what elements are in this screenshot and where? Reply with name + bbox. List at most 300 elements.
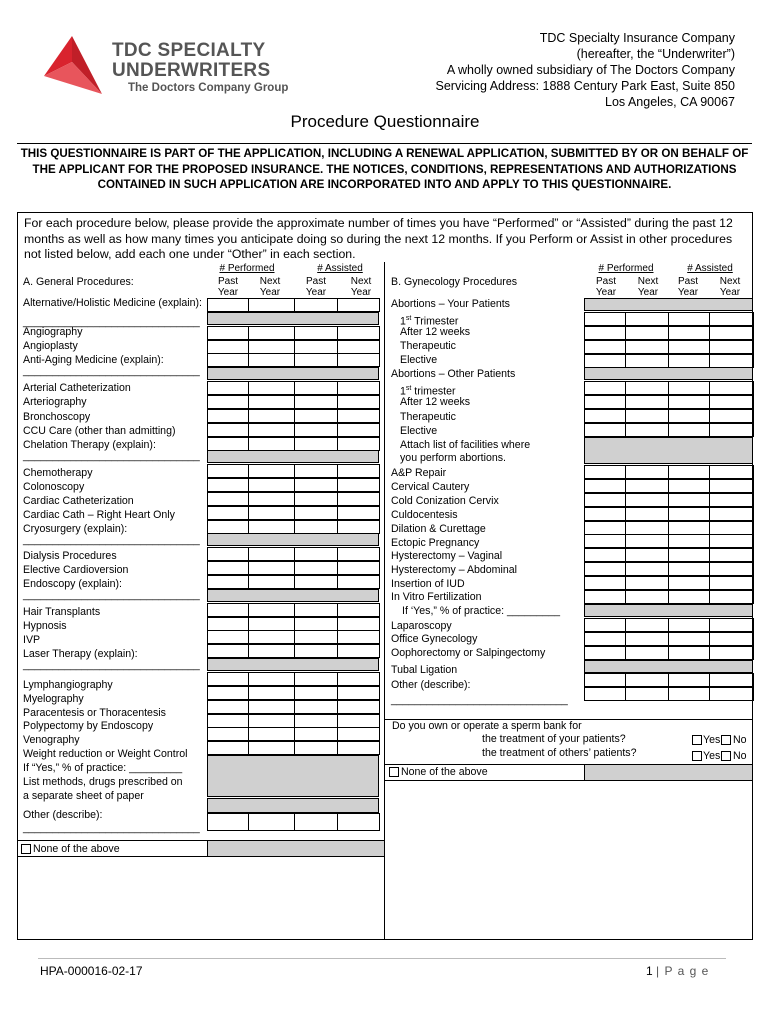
section-a-count-cell[interactable]	[207, 409, 249, 423]
section-a-count-cell[interactable]	[207, 727, 249, 741]
none-a-bottom	[17, 856, 385, 857]
sperm-a-yes-checkbox[interactable]	[692, 735, 702, 745]
section-a-count-cell[interactable]	[337, 437, 380, 451]
section-a-count-cell[interactable]	[207, 298, 249, 312]
section-a-count-cell[interactable]	[294, 741, 338, 755]
section-b-count-cell[interactable]	[625, 576, 669, 590]
section-b-count-cell[interactable]	[668, 687, 710, 701]
section-b-count-cell[interactable]	[668, 590, 710, 604]
section-a-count-cell[interactable]	[294, 464, 338, 478]
procedure-label-a: Myelography	[23, 693, 84, 705]
section-b-count-cell[interactable]	[668, 632, 710, 646]
section-a-count-cell[interactable]	[294, 326, 338, 340]
section-a-count-cell[interactable]	[337, 547, 380, 561]
section-a-count-cell[interactable]	[337, 813, 380, 831]
section-a-count-cell[interactable]	[207, 686, 249, 700]
section-b-count-cell[interactable]	[668, 673, 710, 687]
section-b-count-cell[interactable]	[709, 326, 754, 340]
section-a-count-cell[interactable]	[337, 409, 380, 423]
section-a-count-cell[interactable]	[207, 340, 249, 354]
section-b-count-cell[interactable]	[625, 562, 669, 576]
section-b-count-cell[interactable]	[668, 646, 710, 660]
section-a-shaded-row	[207, 450, 379, 463]
section-a-count-cell[interactable]	[337, 326, 380, 340]
section-a-count-cell[interactable]	[248, 813, 295, 831]
section-b-count-cell[interactable]	[668, 534, 710, 548]
section-a-count-cell[interactable]	[337, 561, 380, 575]
section-a-count-cell[interactable]	[294, 630, 338, 644]
col-past-a1: Past Year	[217, 276, 239, 298]
section-b-count-cell[interactable]	[668, 423, 710, 437]
section-b-count-cell[interactable]	[625, 548, 669, 562]
section-b-count-cell[interactable]	[709, 576, 754, 590]
procedure-label-a: CCU Care (other than admitting)	[23, 425, 176, 437]
section-a-count-cell[interactable]	[294, 395, 338, 409]
procedure-label-a: Cardiac Cath – Right Heart Only	[23, 509, 175, 521]
section-a-count-cell[interactable]	[207, 644, 249, 658]
col-past-b2: Past Year	[677, 276, 699, 298]
section-b-count-cell[interactable]	[709, 381, 754, 395]
section-a-shaded-row	[207, 658, 379, 671]
section-a-count-cell[interactable]	[337, 381, 380, 395]
section-b-count-cell[interactable]	[625, 646, 669, 660]
section-b-count-cell[interactable]	[584, 673, 626, 687]
section-b-count-cell[interactable]	[709, 479, 754, 493]
section-a-count-cell[interactable]	[294, 561, 338, 575]
section-a-count-cell[interactable]	[207, 741, 249, 755]
section-a-count-cell[interactable]	[207, 423, 249, 437]
section-a-shaded-row	[207, 589, 379, 602]
page-title: Procedure Questionnaire	[290, 112, 480, 131]
section-b-count-cell[interactable]	[625, 507, 669, 521]
procedure-label-a: Arterial Catheterization	[23, 382, 131, 394]
section-b-count-cell[interactable]	[668, 548, 710, 562]
section-b-count-cell[interactable]	[625, 687, 669, 701]
section-a-title: A. General Procedures:	[23, 276, 134, 288]
section-b-count-cell[interactable]	[668, 479, 710, 493]
company-logo	[42, 34, 120, 117]
section-a-count-cell[interactable]	[337, 575, 380, 589]
section-a-count-cell[interactable]	[337, 686, 380, 700]
section-a-count-cell[interactable]	[207, 395, 249, 409]
section-b-count-cell[interactable]	[584, 687, 626, 701]
section-b-count-cell[interactable]	[709, 493, 754, 507]
section-b-count-cell[interactable]	[625, 312, 669, 326]
section-a-count-cell[interactable]	[294, 409, 338, 423]
section-a-count-cell[interactable]	[337, 644, 380, 658]
header-block	[436, 30, 735, 110]
header-line: (hereafter, the “Underwriter”)	[576, 47, 735, 61]
section-b-count-cell[interactable]	[709, 590, 754, 604]
logo-mark-icon	[42, 34, 120, 112]
none-a-checkbox[interactable]	[21, 844, 31, 854]
section-b-count-cell[interactable]	[709, 632, 754, 646]
section-a-count-cell[interactable]	[294, 644, 338, 658]
header-line: Servicing Address: 1888 Century Park East, Suite 850	[435, 79, 735, 93]
procedure-label-a: Alternative/Holistic Medicine (explain):	[23, 297, 202, 309]
section-a-count-cell[interactable]	[207, 520, 249, 534]
section-a-count-cell[interactable]	[248, 727, 295, 741]
none-b-label: None of the above	[401, 766, 488, 778]
section-a-count-cell[interactable]	[294, 478, 338, 492]
section-b-count-cell[interactable]	[709, 465, 754, 479]
section-b-count-cell[interactable]	[709, 618, 754, 632]
procedure-label-b: ______________________________	[391, 694, 568, 706]
section-a-count-cell[interactable]	[207, 547, 249, 561]
logo-line1: TDC SPECIALTY	[112, 40, 266, 61]
section-b-count-cell[interactable]	[625, 465, 669, 479]
section-a-count-cell[interactable]	[248, 714, 295, 728]
no-label: No	[733, 734, 747, 746]
section-b-count-cell[interactable]	[668, 618, 710, 632]
section-a-count-cell[interactable]	[294, 353, 338, 367]
procedure-label-a: Venography	[23, 734, 80, 746]
section-b-count-cell[interactable]	[709, 562, 754, 576]
section-a-count-cell[interactable]	[337, 630, 380, 644]
section-b-count-cell[interactable]	[625, 590, 669, 604]
section-a-count-cell[interactable]	[337, 617, 380, 631]
section-a-count-cell[interactable]	[294, 727, 338, 741]
section-b-count-cell[interactable]	[668, 381, 710, 395]
procedure-label-a: Hair Transplants	[23, 606, 101, 618]
section-b-count-cell[interactable]	[668, 521, 710, 535]
section-b-count-cell[interactable]	[584, 423, 626, 437]
section-b-count-cell[interactable]	[625, 326, 669, 340]
section-a-count-cell[interactable]	[207, 813, 249, 831]
procedure-label-a: Chemotherapy	[23, 467, 93, 479]
section-b-count-cell[interactable]	[584, 354, 626, 368]
section-a-count-cell[interactable]	[207, 464, 249, 478]
performed-header-b: # Performed	[598, 263, 654, 274]
section-a-count-cell[interactable]	[294, 575, 338, 589]
procedure-label-a: Bronchoscopy	[23, 411, 91, 423]
sperm-question-b: the treatment of others’ patients?	[482, 747, 637, 759]
section-b-count-cell[interactable]	[584, 479, 626, 493]
logo-subtitle: The Doctors Company Group	[128, 82, 289, 94]
section-a-count-cell[interactable]	[294, 672, 338, 686]
section-b-count-cell[interactable]	[625, 423, 669, 437]
procedure-label-a: Anti-Aging Medicine (explain):	[23, 354, 164, 366]
section-a-count-cell[interactable]	[337, 340, 380, 354]
section-b-count-cell[interactable]	[709, 646, 754, 660]
procedure-label-a: ______________________________	[23, 365, 200, 377]
section-b-count-cell[interactable]	[668, 395, 710, 409]
none-b-bottom	[385, 780, 753, 781]
section-b-title: B. Gynecology Procedures	[391, 276, 518, 288]
section-b-count-cell[interactable]	[625, 618, 669, 632]
section-b-shaded-row	[584, 660, 753, 673]
procedure-label-a: Other (describe):	[23, 809, 103, 821]
procedure-label-b: Abortions – Your Patients	[391, 298, 510, 310]
section-b-count-cell[interactable]	[584, 340, 626, 354]
section-a-count-cell[interactable]	[337, 520, 380, 534]
section-a-count-cell[interactable]	[207, 575, 249, 589]
procedure-label-a: Cardiac Catheterization	[23, 495, 134, 507]
section-a-shaded-row	[207, 533, 379, 546]
section-b-count-cell[interactable]	[584, 618, 626, 632]
intro-text: For each procedure below, please provide the approximate number of times you have “Performed” or “Assisted” during the past 12 months as well as how many times you anticipate doing so during the next 12 months. If you Perform or Assist in other procedures not listed below, add each one under “Other” in each section.	[24, 216, 733, 261]
section-a-count-cell[interactable]	[294, 298, 338, 312]
section-b-count-cell[interactable]	[709, 312, 754, 326]
section-a-shaded-row	[207, 755, 379, 797]
section-a-count-cell[interactable]	[248, 478, 295, 492]
section-a-count-cell[interactable]	[337, 700, 380, 714]
procedure-label-a: ______________________________	[23, 450, 200, 462]
section-a-count-cell[interactable]	[337, 478, 380, 492]
procedure-label-a: Cryosurgery (explain):	[23, 523, 128, 535]
section-a-count-cell[interactable]	[337, 395, 380, 409]
section-a-count-cell[interactable]	[248, 520, 295, 534]
section-a-count-cell[interactable]	[337, 672, 380, 686]
procedure-label-a: IVP	[23, 634, 41, 646]
section-b-count-cell[interactable]	[668, 409, 710, 423]
section-a-count-cell[interactable]	[248, 423, 295, 437]
procedure-label-a: Chelation Therapy (explain):	[23, 439, 156, 451]
section-b-count-cell[interactable]	[584, 590, 626, 604]
section-b-count-cell[interactable]	[584, 395, 626, 409]
procedure-label-a: If “Yes,” % of practice: _________	[23, 762, 183, 774]
section-a-count-cell[interactable]	[337, 298, 380, 312]
procedure-label-a: ______________________________	[23, 534, 200, 546]
section-b-count-cell[interactable]	[668, 493, 710, 507]
section-b-count-cell[interactable]	[709, 534, 754, 548]
sperm-b-yes-checkbox[interactable]	[692, 751, 702, 761]
section-a-count-cell[interactable]	[337, 492, 380, 506]
section-b-count-cell[interactable]	[709, 395, 754, 409]
section-b-count-cell[interactable]	[709, 687, 754, 701]
section-b-count-cell[interactable]	[625, 632, 669, 646]
section-a-count-cell[interactable]	[294, 437, 338, 451]
section-b-count-cell[interactable]	[584, 576, 626, 590]
section-a-count-cell[interactable]	[294, 506, 338, 520]
procedure-label-b: Other (describe):	[391, 679, 471, 691]
section-a-count-cell[interactable]	[207, 561, 249, 575]
section-a-count-cell[interactable]	[294, 603, 338, 617]
section-a-count-cell[interactable]	[248, 492, 295, 506]
section-b-count-cell[interactable]	[584, 562, 626, 576]
none-b-vline	[584, 764, 585, 781]
section-b-count-cell[interactable]	[625, 479, 669, 493]
section-b-count-cell[interactable]	[625, 354, 669, 368]
no-label: No	[733, 750, 747, 762]
section-a-count-cell[interactable]	[248, 617, 295, 631]
section-a-count-cell[interactable]	[248, 326, 295, 340]
procedure-label-b: 1st Trimester	[400, 315, 459, 328]
section-a-count-cell[interactable]	[294, 686, 338, 700]
footer-rule	[38, 958, 726, 959]
section-b-count-cell[interactable]	[668, 562, 710, 576]
section-b-count-cell[interactable]	[668, 576, 710, 590]
none-b-checkbox[interactable]	[389, 767, 399, 777]
section-b-count-cell[interactable]	[625, 409, 669, 423]
sperm-a-no-checkbox[interactable]	[721, 735, 731, 745]
section-a-count-cell[interactable]	[337, 727, 380, 741]
section-a-count-cell[interactable]	[248, 464, 295, 478]
section-a-count-cell[interactable]	[294, 617, 338, 631]
procedure-label-b: Hysterectomy – Abdominal	[391, 564, 518, 576]
section-a-count-cell[interactable]	[294, 423, 338, 437]
section-b-count-cell[interactable]	[625, 340, 669, 354]
section-a-count-cell[interactable]	[337, 353, 380, 367]
yes-label: Yes	[703, 750, 721, 762]
procedure-label-b: Cold Conization Cervix	[391, 495, 499, 507]
section-a-count-cell[interactable]	[294, 492, 338, 506]
section-a-count-cell[interactable]	[337, 741, 380, 755]
page-label: | P a g e	[656, 964, 710, 978]
procedure-label-b: Culdocentesis	[391, 509, 458, 521]
section-a-count-cell[interactable]	[248, 381, 295, 395]
section-b-count-cell[interactable]	[668, 312, 710, 326]
section-b-count-cell[interactable]	[625, 381, 669, 395]
procedure-label-b: 1st trimester	[400, 385, 456, 398]
section-a-count-cell[interactable]	[337, 506, 380, 520]
section-a-shaded-row	[207, 798, 379, 813]
section-b-count-cell[interactable]	[709, 409, 754, 423]
sperm-question: Do you own or operate a sperm bank for	[392, 720, 582, 732]
section-b-count-cell[interactable]	[584, 521, 626, 535]
section-a-count-cell[interactable]	[294, 547, 338, 561]
section-a-count-cell[interactable]	[337, 714, 380, 728]
section-a-count-cell[interactable]	[207, 326, 249, 340]
section-b-count-cell[interactable]	[709, 548, 754, 562]
performed-header-a: # Performed	[219, 263, 275, 274]
section-a-count-cell[interactable]	[294, 340, 338, 354]
procedure-label-b: A&P Repair	[391, 467, 447, 479]
procedure-label-b: In Vitro Fertilization	[391, 591, 482, 603]
procedure-label-a: Polypectomy by Endoscopy	[23, 720, 154, 732]
procedure-label-a: Paracentesis or Thoracentesis	[23, 707, 166, 719]
section-b-count-cell[interactable]	[584, 646, 626, 660]
procedure-label-a: Angiography	[23, 326, 83, 338]
section-b-shaded-row	[584, 298, 753, 311]
section-b-count-cell[interactable]	[709, 521, 754, 535]
section-a-count-cell[interactable]	[337, 603, 380, 617]
procedure-label-a: Lymphangiography	[23, 679, 113, 691]
section-a-count-cell[interactable]	[207, 478, 249, 492]
procedure-label-b: Oophorectomy or Salpingectomy	[391, 647, 546, 659]
section-a-count-cell[interactable]	[207, 492, 249, 506]
section-b-count-cell[interactable]	[625, 534, 669, 548]
section-a-count-cell[interactable]	[248, 644, 295, 658]
yes-label: Yes	[703, 734, 721, 746]
section-a-count-cell[interactable]	[248, 672, 295, 686]
section-b-count-cell[interactable]	[668, 326, 710, 340]
section-b-count-cell[interactable]	[584, 632, 626, 646]
section-a-count-cell[interactable]	[207, 381, 249, 395]
section-b-count-cell[interactable]	[709, 354, 754, 368]
section-b-count-cell[interactable]	[584, 326, 626, 340]
section-b-count-cell[interactable]	[584, 465, 626, 479]
section-a-count-cell[interactable]	[207, 353, 249, 367]
section-b-count-cell[interactable]	[668, 340, 710, 354]
section-a-count-cell[interactable]	[248, 630, 295, 644]
section-a-count-cell[interactable]	[207, 617, 249, 631]
procedure-label-b: Therapeutic	[400, 340, 456, 352]
section-b-count-cell[interactable]	[584, 548, 626, 562]
section-b-count-cell[interactable]	[584, 381, 626, 395]
col-next-a1: Next Year	[259, 276, 281, 298]
section-a-count-cell[interactable]	[248, 575, 295, 589]
procedure-label-a: a separate sheet of paper	[23, 790, 144, 802]
procedure-label-b: Insertion of IUD	[391, 578, 465, 590]
logo-line2: UNDERWRITERS	[112, 60, 271, 81]
col-past-b1: Past Year	[595, 276, 617, 298]
section-a-count-cell[interactable]	[294, 714, 338, 728]
section-b-count-cell[interactable]	[668, 465, 710, 479]
section-b-count-cell[interactable]	[625, 521, 669, 535]
col-next-a2: Next Year	[350, 276, 372, 298]
section-b-count-cell[interactable]	[709, 340, 754, 354]
section-b-count-cell[interactable]	[584, 493, 626, 507]
section-a-count-cell[interactable]	[207, 700, 249, 714]
section-a-count-cell[interactable]	[207, 506, 249, 520]
section-b-count-cell[interactable]	[584, 409, 626, 423]
section-a-count-cell[interactable]	[294, 813, 338, 831]
section-b-count-cell[interactable]	[584, 312, 626, 326]
section-a-count-cell[interactable]	[248, 437, 295, 451]
procedure-label-b: Cervical Cautery	[391, 481, 470, 493]
section-a-count-cell[interactable]	[248, 506, 295, 520]
section-a-count-cell[interactable]	[248, 741, 295, 755]
section-b-count-cell[interactable]	[709, 673, 754, 687]
sperm-b-no-checkbox[interactable]	[721, 751, 731, 761]
header-line: A wholly owned subsidiary of The Doctors Company	[446, 63, 735, 77]
section-a-count-cell[interactable]	[207, 672, 249, 686]
header-line: Los Angeles, CA 90067	[605, 95, 735, 109]
section-a-count-cell[interactable]	[294, 520, 338, 534]
section-a-count-cell[interactable]	[248, 409, 295, 423]
section-a-count-cell[interactable]	[248, 603, 295, 617]
section-a-count-cell[interactable]	[207, 714, 249, 728]
section-a-count-cell[interactable]	[248, 395, 295, 409]
section-b-count-cell[interactable]	[625, 493, 669, 507]
section-a-count-cell[interactable]	[207, 603, 249, 617]
sperm-question-a: the treatment of your patients?	[482, 733, 626, 745]
procedure-label-b: Ectopic Pregnancy	[391, 537, 480, 549]
section-b-count-cell[interactable]	[625, 395, 669, 409]
procedure-label-b: Hysterectomy – Vaginal	[391, 550, 503, 562]
procedure-label-a: Endoscopy (explain):	[23, 578, 122, 590]
section-b-shaded-row	[584, 604, 753, 617]
procedure-label-b: If ‘Yes,” % of practice: _________	[402, 605, 561, 617]
procedure-label-a: Elective Cardioversion	[23, 564, 129, 576]
procedure-label-b: Elective	[400, 425, 438, 437]
section-b-count-cell[interactable]	[584, 507, 626, 521]
section-a-count-cell[interactable]	[337, 464, 380, 478]
header-line: TDC Specialty Insurance Company	[539, 31, 735, 45]
section-a-count-cell[interactable]	[248, 686, 295, 700]
section-a-count-cell[interactable]	[248, 561, 295, 575]
section-b-count-cell[interactable]	[668, 354, 710, 368]
section-a-count-cell[interactable]	[294, 700, 338, 714]
section-b-count-cell[interactable]	[584, 534, 626, 548]
section-a-count-cell[interactable]	[207, 630, 249, 644]
section-a-count-cell[interactable]	[207, 437, 249, 451]
none-a-label: None of the above	[33, 843, 120, 855]
section-a-count-cell[interactable]	[294, 381, 338, 395]
section-a-count-cell[interactable]	[248, 340, 295, 354]
procedure-label-b: Abortions – Other Patients	[391, 368, 516, 380]
section-b-count-cell[interactable]	[668, 507, 710, 521]
section-a-count-cell[interactable]	[248, 547, 295, 561]
section-b-count-cell[interactable]	[625, 673, 669, 687]
section-b-count-cell[interactable]	[709, 507, 754, 521]
section-a-count-cell[interactable]	[337, 423, 380, 437]
section-a-count-cell[interactable]	[248, 353, 295, 367]
section-a-count-cell[interactable]	[248, 298, 295, 312]
section-b-count-cell[interactable]	[709, 423, 754, 437]
section-a-count-cell[interactable]	[248, 700, 295, 714]
